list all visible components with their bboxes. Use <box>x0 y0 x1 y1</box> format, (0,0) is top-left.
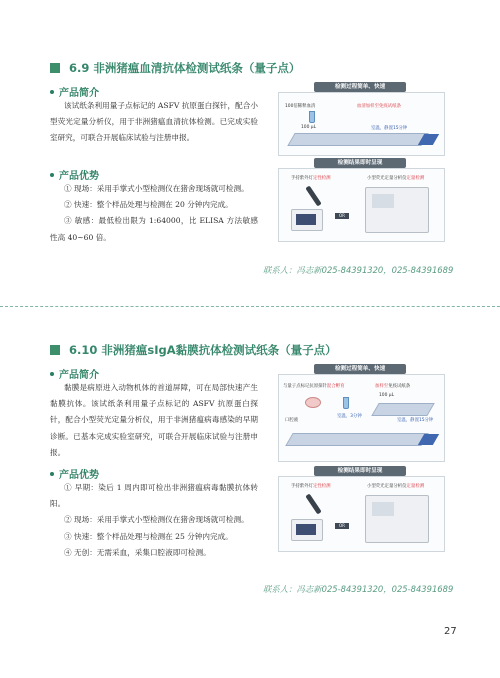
intro-heading: 产品简介 <box>50 84 99 99</box>
process-figure-6-9 <box>278 82 443 258</box>
advantage-item: ③ 敏感：最低检出限为 1:64000，比 ELISA 方法敏感性高 40~60 倍。 <box>50 216 258 242</box>
section-title: 6.10 非洲猪瘟sIgA黏膜抗体检测试纸条（量子点） <box>69 343 337 357</box>
bullet-icon <box>50 90 54 94</box>
reader-icon <box>291 209 323 231</box>
advantage-item: ② 快速：整个样品处理与检测在 20 分钟内完成。 <box>64 200 233 210</box>
advantages-heading: 产品优势 <box>50 466 99 481</box>
bullet-icon <box>50 372 54 376</box>
tube-icon <box>309 111 315 123</box>
or-arrow: OR <box>335 213 349 219</box>
section-header-6-9 <box>50 60 300 76</box>
section-marker <box>50 345 60 355</box>
reader-screen <box>296 524 316 535</box>
or-arrow: OR <box>335 523 349 529</box>
serum-label: 100倍稀释血清 <box>285 104 316 109</box>
advantage-item: ① 现场：采用手掌式小型检测仪在猪舍现场就可检测。 <box>64 184 249 193</box>
advantage-item: ① 早期：染后 1 周内即可检出非洲猪瘟病毒黏膜抗体转阳。 <box>50 483 258 509</box>
section-divider <box>0 306 500 307</box>
test-strip <box>287 133 429 146</box>
analyzer-caption: 小型荧光定量分析仪定量检测 <box>367 176 425 181</box>
uv-lamp-icon <box>305 185 321 206</box>
test-strip-large <box>285 433 429 446</box>
section-title: 6.9 非洲猪瘟血清抗体检测试纸条（量子点） <box>69 61 301 75</box>
result-panel <box>278 476 445 552</box>
tube-icon <box>343 397 349 409</box>
advantages-heading: 产品优势 <box>50 167 99 182</box>
bullet-icon <box>50 173 54 177</box>
advantage-item: ③ 快速：整个样品处理与检测在 25 分钟内完成。 <box>64 531 233 541</box>
analyzer-caption: 小型荧光定量分析仪定量检测 <box>367 484 425 489</box>
intro-paragraph: 该试纸条利用量子点标记的 ASFV 抗原蛋白探针，配合小型荧光定量分析仪，用于非洲猪瘟血清抗体检测。已完成实验室研究，可联合开展临床试验与注册申报。 <box>50 101 258 143</box>
uv-lamp-caption: 手持紫外灯定性检测 <box>291 176 331 181</box>
contact-line: 联系人：冯志新025-84391320，025-84391689 <box>263 584 454 594</box>
test-strip <box>371 403 435 416</box>
process-panel <box>278 374 445 462</box>
time1-label: 室温，3分钟 <box>337 414 362 419</box>
advantage-item: ④ 无创：无需采血，采集口腔液即可检测。 <box>64 547 211 557</box>
sample-label: 口腔液 <box>285 418 299 423</box>
analyzer-slot <box>372 194 394 208</box>
reader-icon <box>291 519 323 541</box>
analyzer-icon <box>365 187 429 233</box>
volume-label: 100 μL <box>379 393 395 398</box>
page-number: 27 <box>444 626 457 637</box>
intro-paragraph: 黏膜是病原进入动物机体的首道屏障，可在局部快速产生黏膜抗体。该试纸条利用量子点标记的 ASFV 抗原蛋白探针，配合小型荧光定量分析仪，用于非洲猪瘟病毒感染的早期诊断。已基本完成实验室研究，可联合开展临床试验与注册申报。 <box>50 383 258 457</box>
sample-dish-icon <box>305 397 321 408</box>
time-label: 室温，静置15分钟 <box>371 126 408 131</box>
bullet-icon <box>50 472 54 476</box>
strip-label: 血清加样至免疫试纸条 <box>357 104 401 109</box>
section-marker <box>50 63 60 73</box>
reader-screen <box>296 214 316 225</box>
volume-label: 100 μL <box>301 125 317 130</box>
figure-banner-bottom: 检测结果即时呈现 <box>314 466 406 476</box>
analyzer-icon <box>365 495 429 543</box>
figure-banner-bottom: 检测结果即时呈现 <box>314 158 406 168</box>
step1-label: 与量子点标记抗原探针混合孵育 <box>283 384 345 389</box>
time2-label: 室温，静置15分钟 <box>397 418 434 423</box>
uv-lamp-icon <box>305 493 321 514</box>
uv-lamp-caption: 手持紫外灯定性检测 <box>291 484 331 489</box>
advantages-list <box>50 480 258 561</box>
intro-heading: 产品简介 <box>50 366 99 381</box>
step2-label: 加样至免疫试纸条 <box>375 384 411 389</box>
process-panel <box>278 92 445 156</box>
advantage-item: ② 现场：采用手掌式小型检测仪在猪舍现场就可检测。 <box>64 515 249 525</box>
advantages-list <box>50 181 258 246</box>
process-figure-6-10 <box>278 364 443 564</box>
figure-banner-top: 检测过程简单、快速 <box>314 364 406 374</box>
contact-line: 联系人：冯志新025-84391320，025-84391689 <box>263 265 454 275</box>
figure-banner-top: 检测过程简单、快速 <box>314 82 406 92</box>
result-panel <box>278 168 445 242</box>
section-header-6-10 <box>50 342 337 358</box>
analyzer-slot <box>372 502 394 516</box>
